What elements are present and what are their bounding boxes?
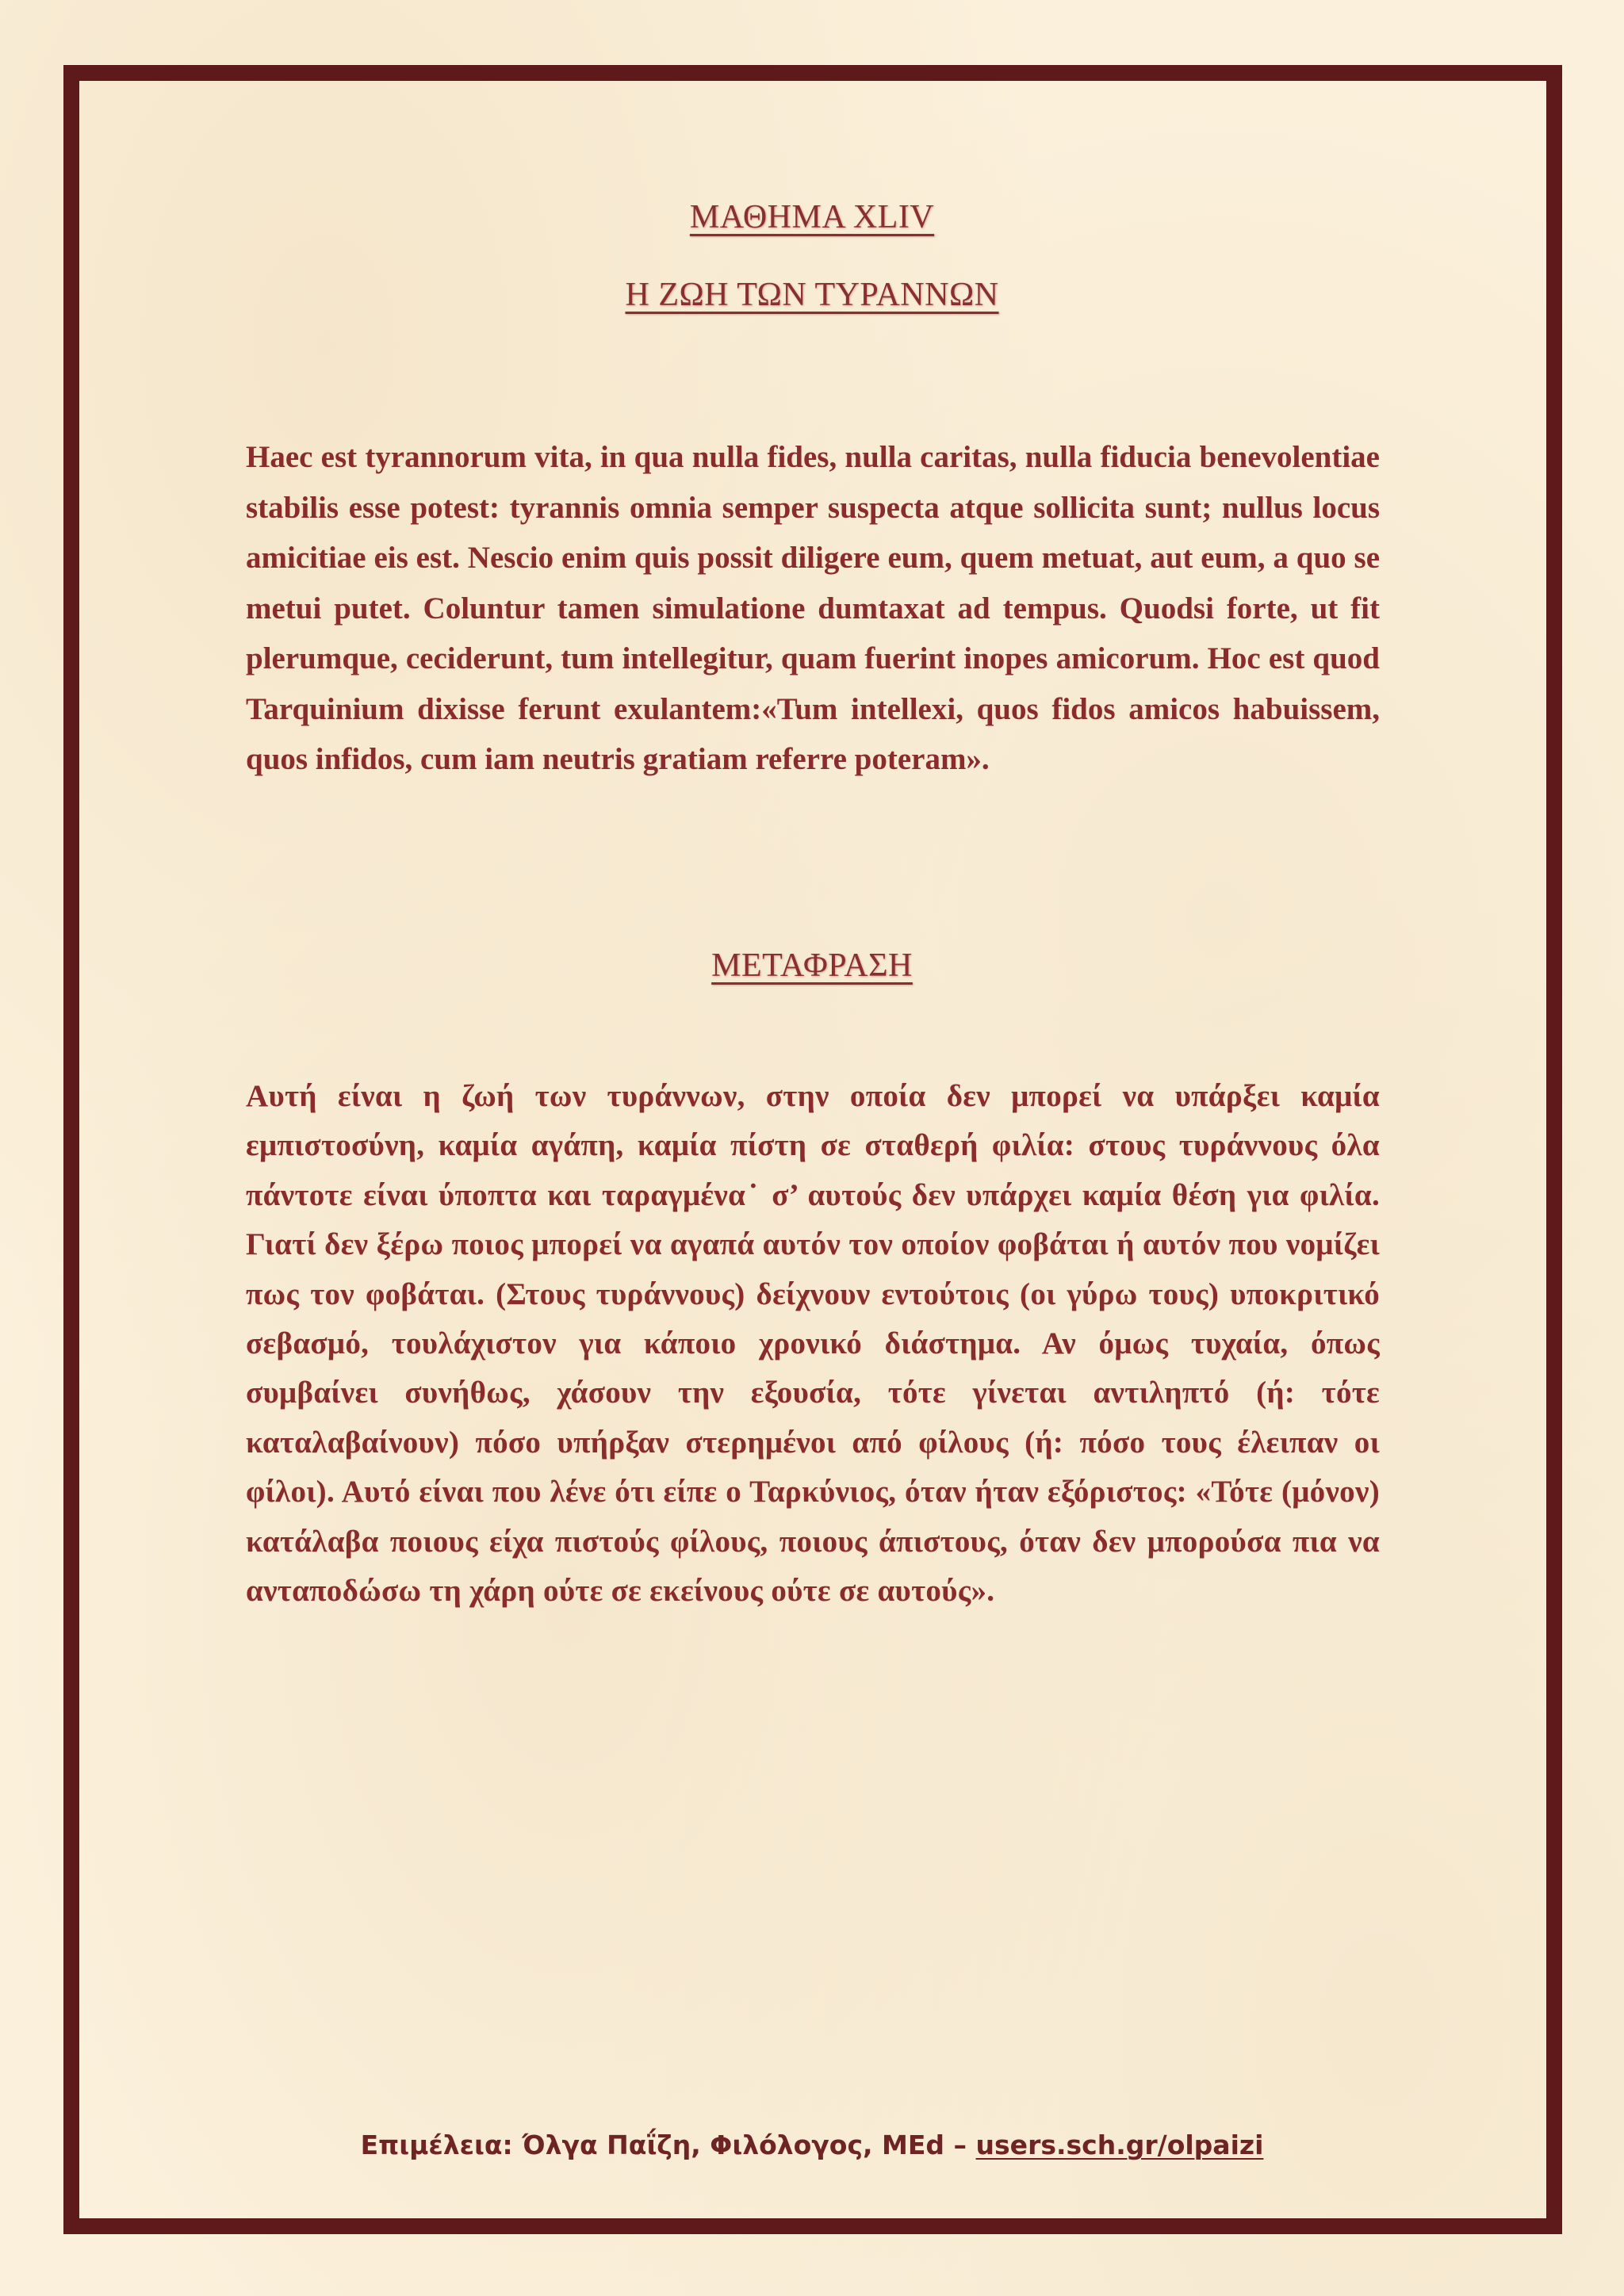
translation-heading: ΜΕΤΑΦΡΑΣΗ xyxy=(711,947,913,984)
lesson-subtitle: Η ΖΩΗ ΤΩΝ ΤΥΡΑΝΝΩΝ xyxy=(625,277,999,313)
footer-link[interactable]: users.sch.gr/olpaizi xyxy=(975,2130,1264,2160)
latin-text: Haec est tyrannorum vita, in qua nulla fides, nulla caritas, nulla fiducia benevolentiae stabilis esse potest: tyrannis omnia semper suspecta atque sollicita sunt; nullus locus amicitiae eis est. Nescio enim quis possit diligere eum, quem metuat, aut eum, a quo se metui putet. Coluntur tamen simulatione dumtaxat ad tempus. Quodsi forte, ut fit plerumque, ceciderunt, tum intellegitur, quam fuerint inopes amicorum. Hoc est quod Tarquinium dixisse ferunt exulantem:«Tum intellexi, quos fidos amicos habuissem, quos infidos, cum iam neutris gratiam referre poteram». xyxy=(246,440,1380,776)
footer-credit: Επιμέλεια: Όλγα Παΐζη, Φιλόλογος, MEd xyxy=(360,2130,945,2160)
lesson-title: ΜΑΘΗΜΑ XLIV xyxy=(689,199,935,235)
footer-separator: – xyxy=(944,2130,976,2160)
footer xyxy=(0,2130,1624,2160)
translation-text: Αυτή είναι η ζωή των τυράννων, στην οποία δεν μπορεί να υπάρξει καμία εμπιστοσύνη, καμία αγάπη, καμία πίστη σε σταθερή φιλία: στους τυράννους όλα πάντοτε είναι ύποπτα και ταραγμένα˙ σ’ αυτούς δεν υπάρχει καμία θέση για φιλία. Γιατί δεν ξέρω ποιος μπορεί να αγαπά αυτόν τον οποίον φοβάται ή αυτόν που νομίζει πως τον φοβάται. (Στους τυράννους) δείχνουν εντούτοις (οι γύρω τους) υποκριτικό σεβασμό, τουλάχιστον για κάποιο χρονικό διάστημα. Αν όμως τυχαία, όπως συμβαίνει συνήθως, χάσουν την εξουσία, τότε γίνεται αντιληπτό (ή: τότε καταλαβαίνουν) πόσο υπήρξαν στερημένοι από φίλους (ή: πόσο τους έλειπαν οι φίλοι). Αυτό είναι που λένε ότι είπε ο Ταρκύνιος, όταν ήταν εξόριστος: «Τότε (μόνον) κατάλαβα ποιους είχα πιστούς φίλους, ποιους άπιστους, όταν δεν μπορούσα πια να ανταποδώσω τη χάρη ούτε σε εκείνους ούτε σε αυτούς». xyxy=(246,1079,1380,1609)
